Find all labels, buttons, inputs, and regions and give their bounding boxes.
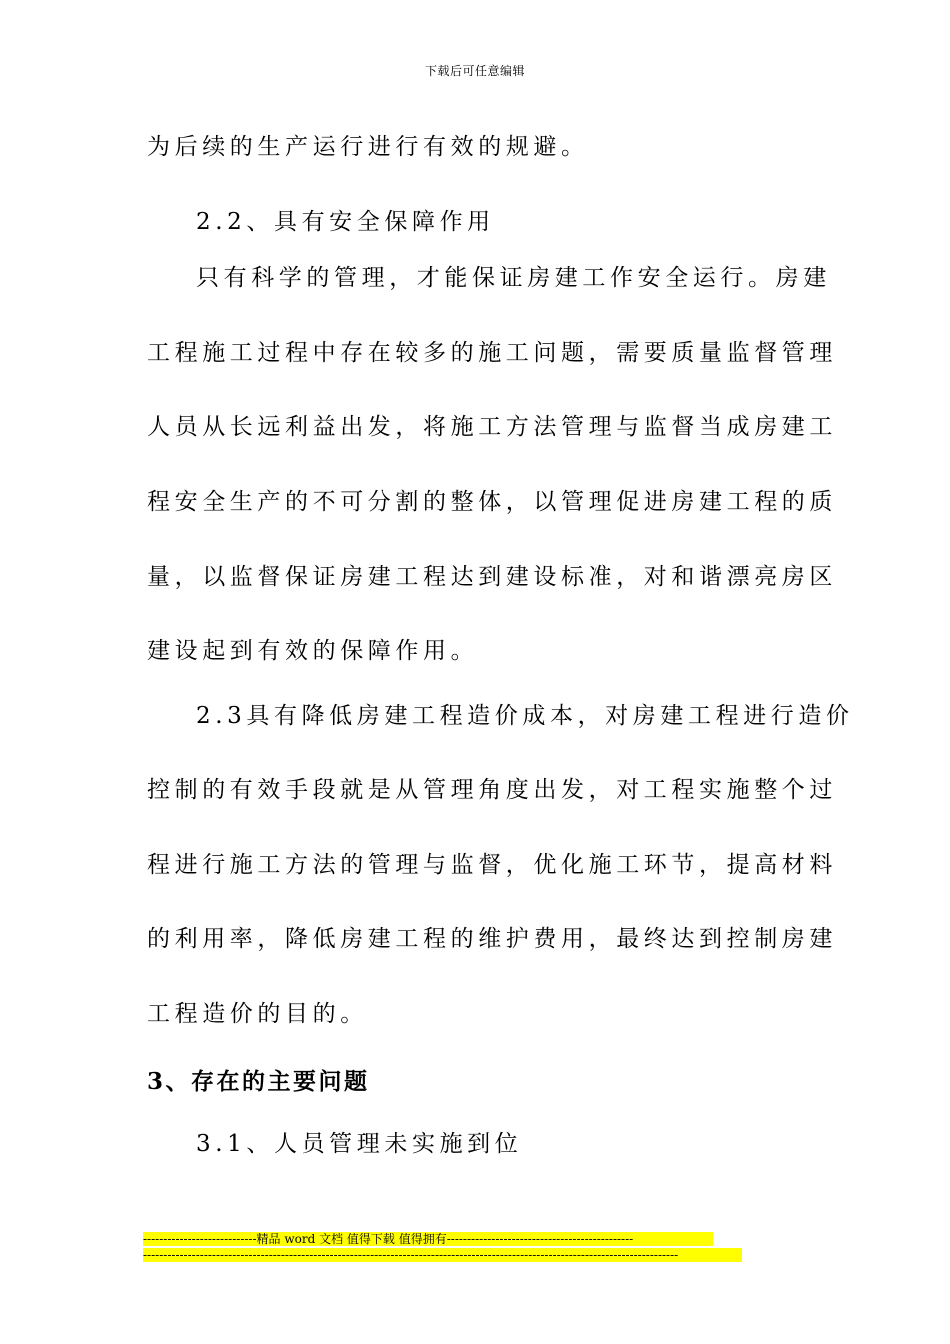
footer-dash-line: ------------------------------------------------------------------------------------------------------------------------------------ bbox=[143, 1248, 742, 1262]
paragraph-line: 为后续的生产运行进行有效的规避。 bbox=[147, 134, 589, 160]
paragraph-line: 只有科学的管理，才能保证房建工作安全运行。房建 bbox=[196, 265, 831, 291]
paragraph-line: 量，以监督保证房建工程达到建设标准，对和谐漂亮房区 bbox=[147, 564, 837, 590]
section-heading-3: 3、存在的主要问题 bbox=[147, 1068, 370, 1095]
paragraph-line: 程安全生产的不可分割的整体，以管理促进房建工程的质 bbox=[147, 489, 837, 515]
section-heading-2-2: 2.2、具有安全保障作用 bbox=[196, 209, 495, 235]
paragraph-line: 建设起到有效的保障作用。 bbox=[147, 638, 479, 664]
paragraph-line: 的利用率，降低房建工程的维护费用，最终达到控制房建 bbox=[147, 926, 837, 952]
section-heading-3-1: 3.1、人员管理未实施到位 bbox=[196, 1131, 523, 1157]
paragraph-line: 控制的有效手段就是从管理角度出发，对工程实施整个过 bbox=[147, 777, 837, 803]
paragraph-line: 工程造价的目的。 bbox=[147, 1001, 368, 1027]
paragraph-line: 2.3具有降低房建工程造价成本，对房建工程进行造价 bbox=[196, 703, 854, 729]
paragraph-line: 人员从长远利益出发，将施工方法管理与监督当成房建工 bbox=[147, 414, 837, 440]
footer-promo-line: ----------------------------精品 word 文档 值得下载 值得拥有---------------------------------------------- bbox=[143, 1232, 713, 1246]
paragraph-line: 程进行施工方法的管理与监督，优化施工环节，提高材料 bbox=[147, 852, 837, 878]
paragraph-line: 工程施工过程中存在较多的施工问题，需要质量监督管理 bbox=[147, 340, 837, 366]
header-note: 下载后可任意编辑 bbox=[424, 64, 525, 78]
